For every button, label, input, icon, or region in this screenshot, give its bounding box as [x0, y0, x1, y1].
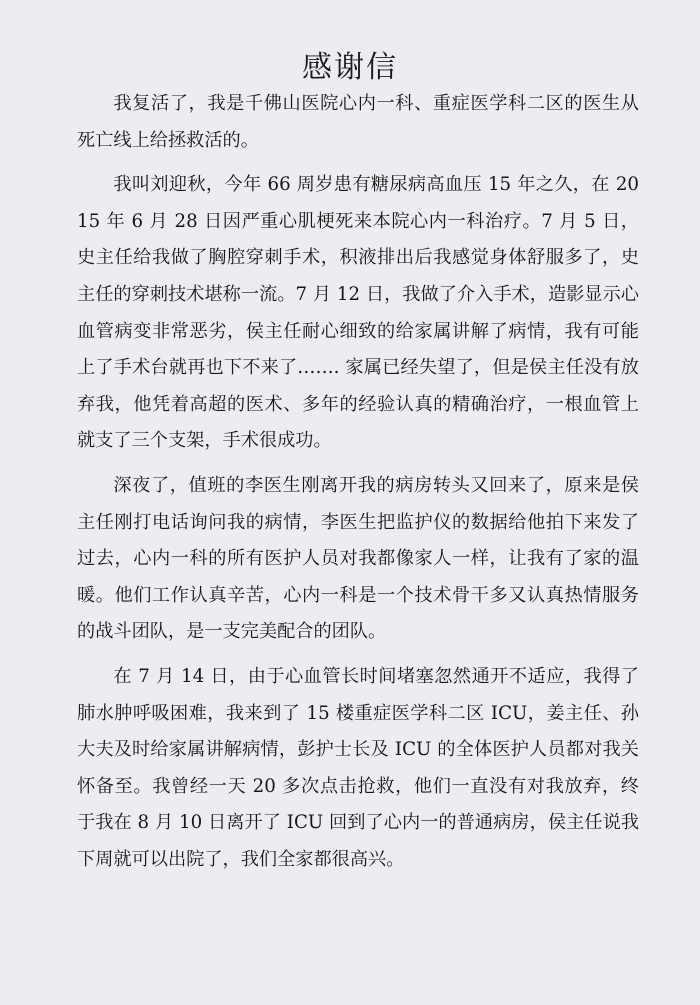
- paragraph-3: 深夜了，值班的李医生刚离开我的病房转头又回来了，原来是侯主任刚打电话询问我的病情，李医生把监护仪的数据给他拍下来发了过去，心内一科的所有医护人员对我都像家人一样，让我有了家的温暖。他们工作认真辛苦，心内一科是一个技术骨干多又认真热情服务的战斗团队，是一支完美配合的团队。: [77, 474, 639, 643]
- letter-body: [77, 86, 639, 878]
- paragraph-1: 我复活了，我是千佛山医院心内一科、重症医学科二区的医生从死亡线上给拯救活的。: [77, 93, 639, 151]
- paragraph-2: 我叫刘迎秋，今年 66 周岁患有糖尿病高血压 15 年之久，在 2015 年 6 月 28 日因严重心肌梗死来本院心内一科治疗。7 月 5 日，史主任给我做了胸腔穿刺手术，积液排出后我感觉身体舒服多了，史主任的穿刺技术堪称一流。7 月 12 日，我做了介入手术，造影显示心血管病变非常恶劣，侯主任耐心细致的给家属讲解了病情，我有可能上了手术台就再也下不来了……. 家属已经失望了，但是侯主任没有放弃我，他凭着高超的医术、多年的经验认真的精确治疗，一根血管上就支了三个支架，手术很成功。: [77, 174, 639, 452]
- letter-title: 感谢信: [302, 50, 398, 85]
- paragraph-4: 在 7 月 14 日，由于心血管长时间堵塞忽然通开不适应，我得了肺水肿呼吸困难，我来到了 15 楼重症医学科二区 ICU，姜主任、孙大夫及时给家属讲解病情，彭护士长及 ICU 的全体医护人员都对我关怀备至。我曾经一天 20 多次点击抢救，他们一直没有对我放弃，终于我在 8 月 10 日离开了 ICU 回到了心内一的普通病房，侯主任说我下周就可以出院了，我们全家都很高兴。: [77, 665, 639, 870]
